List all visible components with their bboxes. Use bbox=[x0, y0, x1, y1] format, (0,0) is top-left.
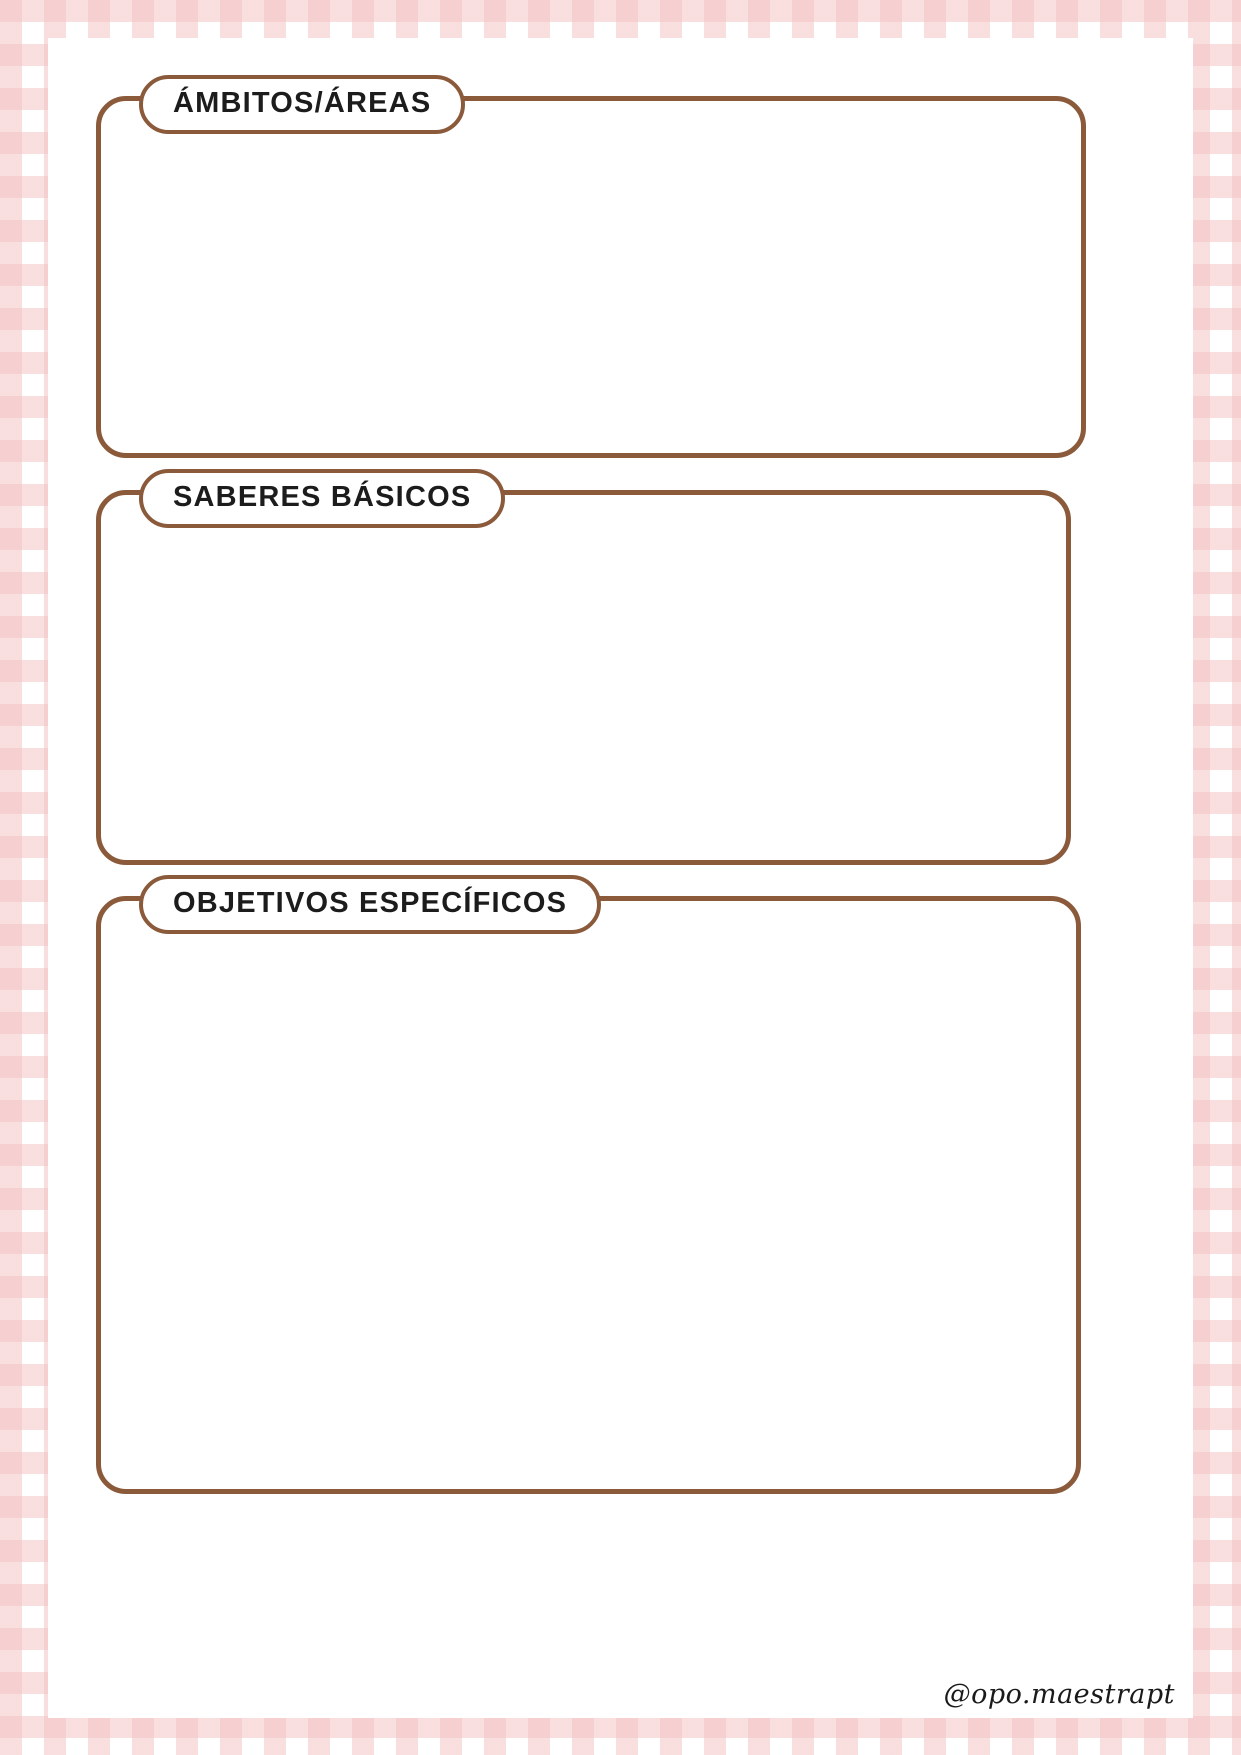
section-title-saberes-basicos: SABERES BÁSICOS bbox=[139, 469, 505, 528]
section-title-objetivos-especificos: OBJETIVOS ESPECÍFICOS bbox=[139, 875, 601, 934]
section-saberes-basicos bbox=[96, 481, 1071, 865]
section-content-ambitos-areas[interactable] bbox=[101, 101, 1081, 453]
section-content-objetivos-especificos[interactable] bbox=[101, 901, 1076, 1489]
watermark-credit: @opo.maestrapt bbox=[943, 1679, 1175, 1710]
section-objetivos-especificos bbox=[96, 887, 1081, 1494]
worksheet-sheet bbox=[48, 38, 1193, 1718]
section-title-ambitos-areas: ÁMBITOS/ÁREAS bbox=[139, 75, 465, 134]
section-content-saberes-basicos[interactable] bbox=[101, 495, 1066, 860]
section-ambitos-areas bbox=[96, 87, 1086, 458]
